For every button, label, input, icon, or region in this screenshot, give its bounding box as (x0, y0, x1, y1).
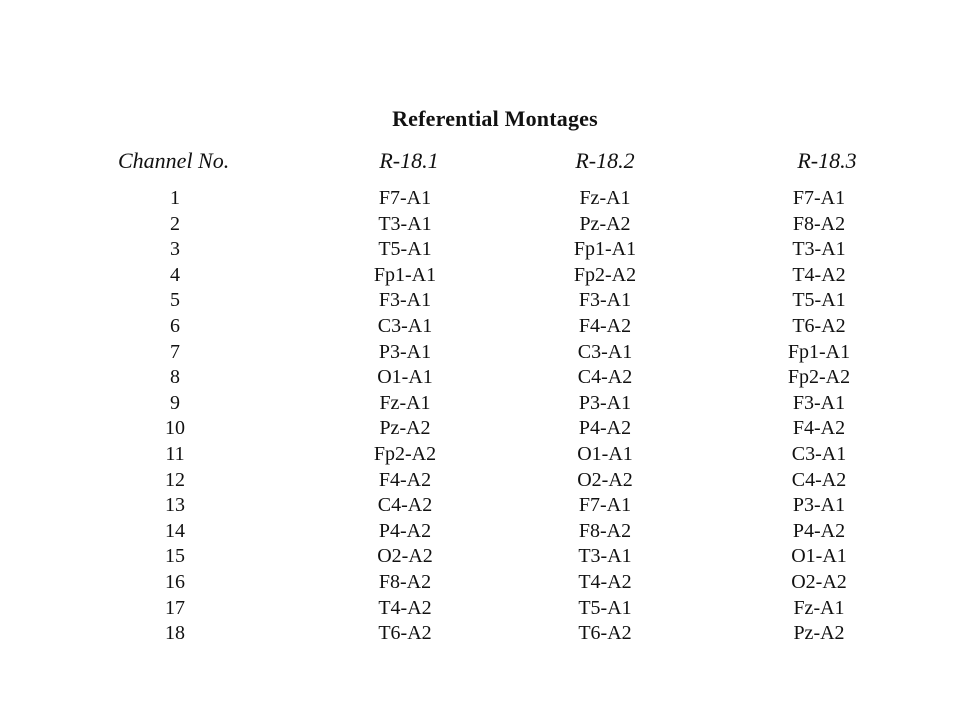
channel-number: 16 (165, 570, 185, 593)
table-row (0, 391, 960, 417)
table-row (0, 596, 960, 622)
cell-r-18-1: T3-A1 (378, 212, 432, 235)
channel-number: 3 (170, 238, 180, 261)
cell-r-18-1: F7-A1 (378, 187, 432, 209)
header-r-18-1: R-18.1 (379, 148, 439, 173)
cell-r-18-1: T6-A2 (378, 622, 432, 645)
cell-r-18-2: P4-A2 (578, 417, 632, 440)
cell-r-18-1: F3-A1 (378, 289, 432, 312)
cell-r-18-2: O1-A1 (577, 442, 633, 465)
channel-number: 18 (165, 622, 185, 645)
cell-r-18-1: P4-A2 (378, 519, 432, 542)
channel-number: 2 (170, 212, 180, 235)
cell-r-18-3: Fp2-A2 (787, 366, 851, 389)
table-row (0, 365, 960, 391)
channel-number: 17 (165, 596, 185, 619)
montage-table (0, 186, 960, 647)
channel-number: 7 (170, 340, 180, 363)
cell-r-18-3: T5-A1 (792, 289, 846, 312)
channel-number: 12 (165, 468, 185, 491)
cell-r-18-3: F4-A2 (792, 417, 846, 440)
cell-r-18-2: C4-A2 (577, 366, 633, 389)
cell-r-18-2: F3-A1 (578, 289, 632, 312)
cell-r-18-2: F8-A2 (578, 519, 632, 542)
cell-r-18-2: O2-A2 (577, 468, 633, 491)
channel-number: 4 (170, 263, 180, 286)
channel-number: 1 (170, 187, 180, 209)
cell-r-18-1: O1-A1 (377, 366, 433, 389)
channel-number: 13 (165, 494, 185, 517)
cell-r-18-3: O2-A2 (791, 570, 847, 593)
table-row (0, 570, 960, 596)
cell-r-18-3: T3-A1 (792, 238, 846, 261)
cell-r-18-2: Fp1-A1 (573, 238, 637, 261)
cell-r-18-3: Fp1-A1 (787, 340, 851, 363)
cell-r-18-1: P3-A1 (378, 340, 432, 363)
cell-r-18-3: T6-A2 (792, 314, 846, 337)
table-row (0, 314, 960, 340)
cell-r-18-2: F7-A1 (578, 494, 632, 517)
cell-r-18-2: T4-A2 (578, 570, 632, 593)
channel-number: 11 (165, 442, 185, 465)
cell-r-18-2: Fp2-A2 (573, 263, 637, 286)
cell-r-18-3: C4-A2 (791, 468, 847, 491)
cell-r-18-1: Pz-A2 (379, 417, 431, 440)
cell-r-18-2: P3-A1 (578, 391, 632, 414)
cell-r-18-1: F8-A2 (378, 570, 432, 593)
cell-r-18-3: Fz-A1 (793, 596, 845, 619)
table-row (0, 237, 960, 263)
channel-number: 15 (165, 545, 185, 568)
cell-r-18-3: F8-A2 (792, 212, 846, 235)
table-row (0, 442, 960, 468)
cell-r-18-2: F4-A2 (578, 314, 632, 337)
cell-r-18-2: Pz-A2 (579, 212, 631, 235)
page-title: Referential Montages (392, 106, 598, 131)
table-row (0, 493, 960, 519)
cell-r-18-3: P4-A2 (792, 519, 846, 542)
cell-r-18-1: O2-A2 (377, 545, 433, 568)
channel-number: 10 (165, 417, 185, 440)
cell-r-18-3: F3-A1 (792, 391, 846, 414)
table-row (0, 212, 960, 238)
channel-number: 5 (170, 289, 180, 312)
header-r-18-3: R-18.3 (797, 148, 857, 173)
table-row (0, 468, 960, 494)
channel-number: 14 (165, 519, 185, 542)
table-row (0, 263, 960, 289)
cell-r-18-1: T4-A2 (378, 596, 432, 619)
cell-r-18-2: T3-A1 (578, 545, 632, 568)
table-row (0, 288, 960, 314)
cell-r-18-3: F7-A1 (792, 187, 846, 209)
channel-number: 6 (170, 314, 180, 337)
cell-r-18-1: Fp1-A1 (373, 263, 437, 286)
cell-r-18-2: C3-A1 (577, 340, 633, 363)
cell-r-18-2: T5-A1 (578, 596, 632, 619)
table-row (0, 416, 960, 442)
cell-r-18-2: Fz-A1 (579, 187, 631, 209)
table-row (0, 519, 960, 545)
cell-r-18-1: Fz-A1 (379, 391, 431, 414)
cell-r-18-3: C3-A1 (791, 442, 847, 465)
table-row (0, 544, 960, 570)
cell-r-18-1: C4-A2 (377, 494, 433, 517)
cell-r-18-1: T5-A1 (378, 238, 432, 261)
channel-number: 8 (170, 366, 180, 389)
table-row (0, 621, 960, 647)
header-channel-no: Channel No. (118, 148, 230, 173)
cell-r-18-1: F4-A2 (378, 468, 432, 491)
cell-r-18-3: T4-A2 (792, 263, 846, 286)
cell-r-18-1: C3-A1 (377, 314, 433, 337)
table-row (0, 340, 960, 366)
cell-r-18-3: O1-A1 (791, 545, 847, 568)
cell-r-18-1: Fp2-A2 (373, 442, 437, 465)
channel-number: 9 (170, 391, 180, 414)
header-r-18-2: R-18.2 (575, 148, 635, 173)
cell-r-18-2: T6-A2 (578, 622, 632, 645)
cell-r-18-3: P3-A1 (792, 494, 846, 517)
cell-r-18-3: Pz-A2 (793, 622, 845, 645)
table-row (0, 186, 960, 212)
